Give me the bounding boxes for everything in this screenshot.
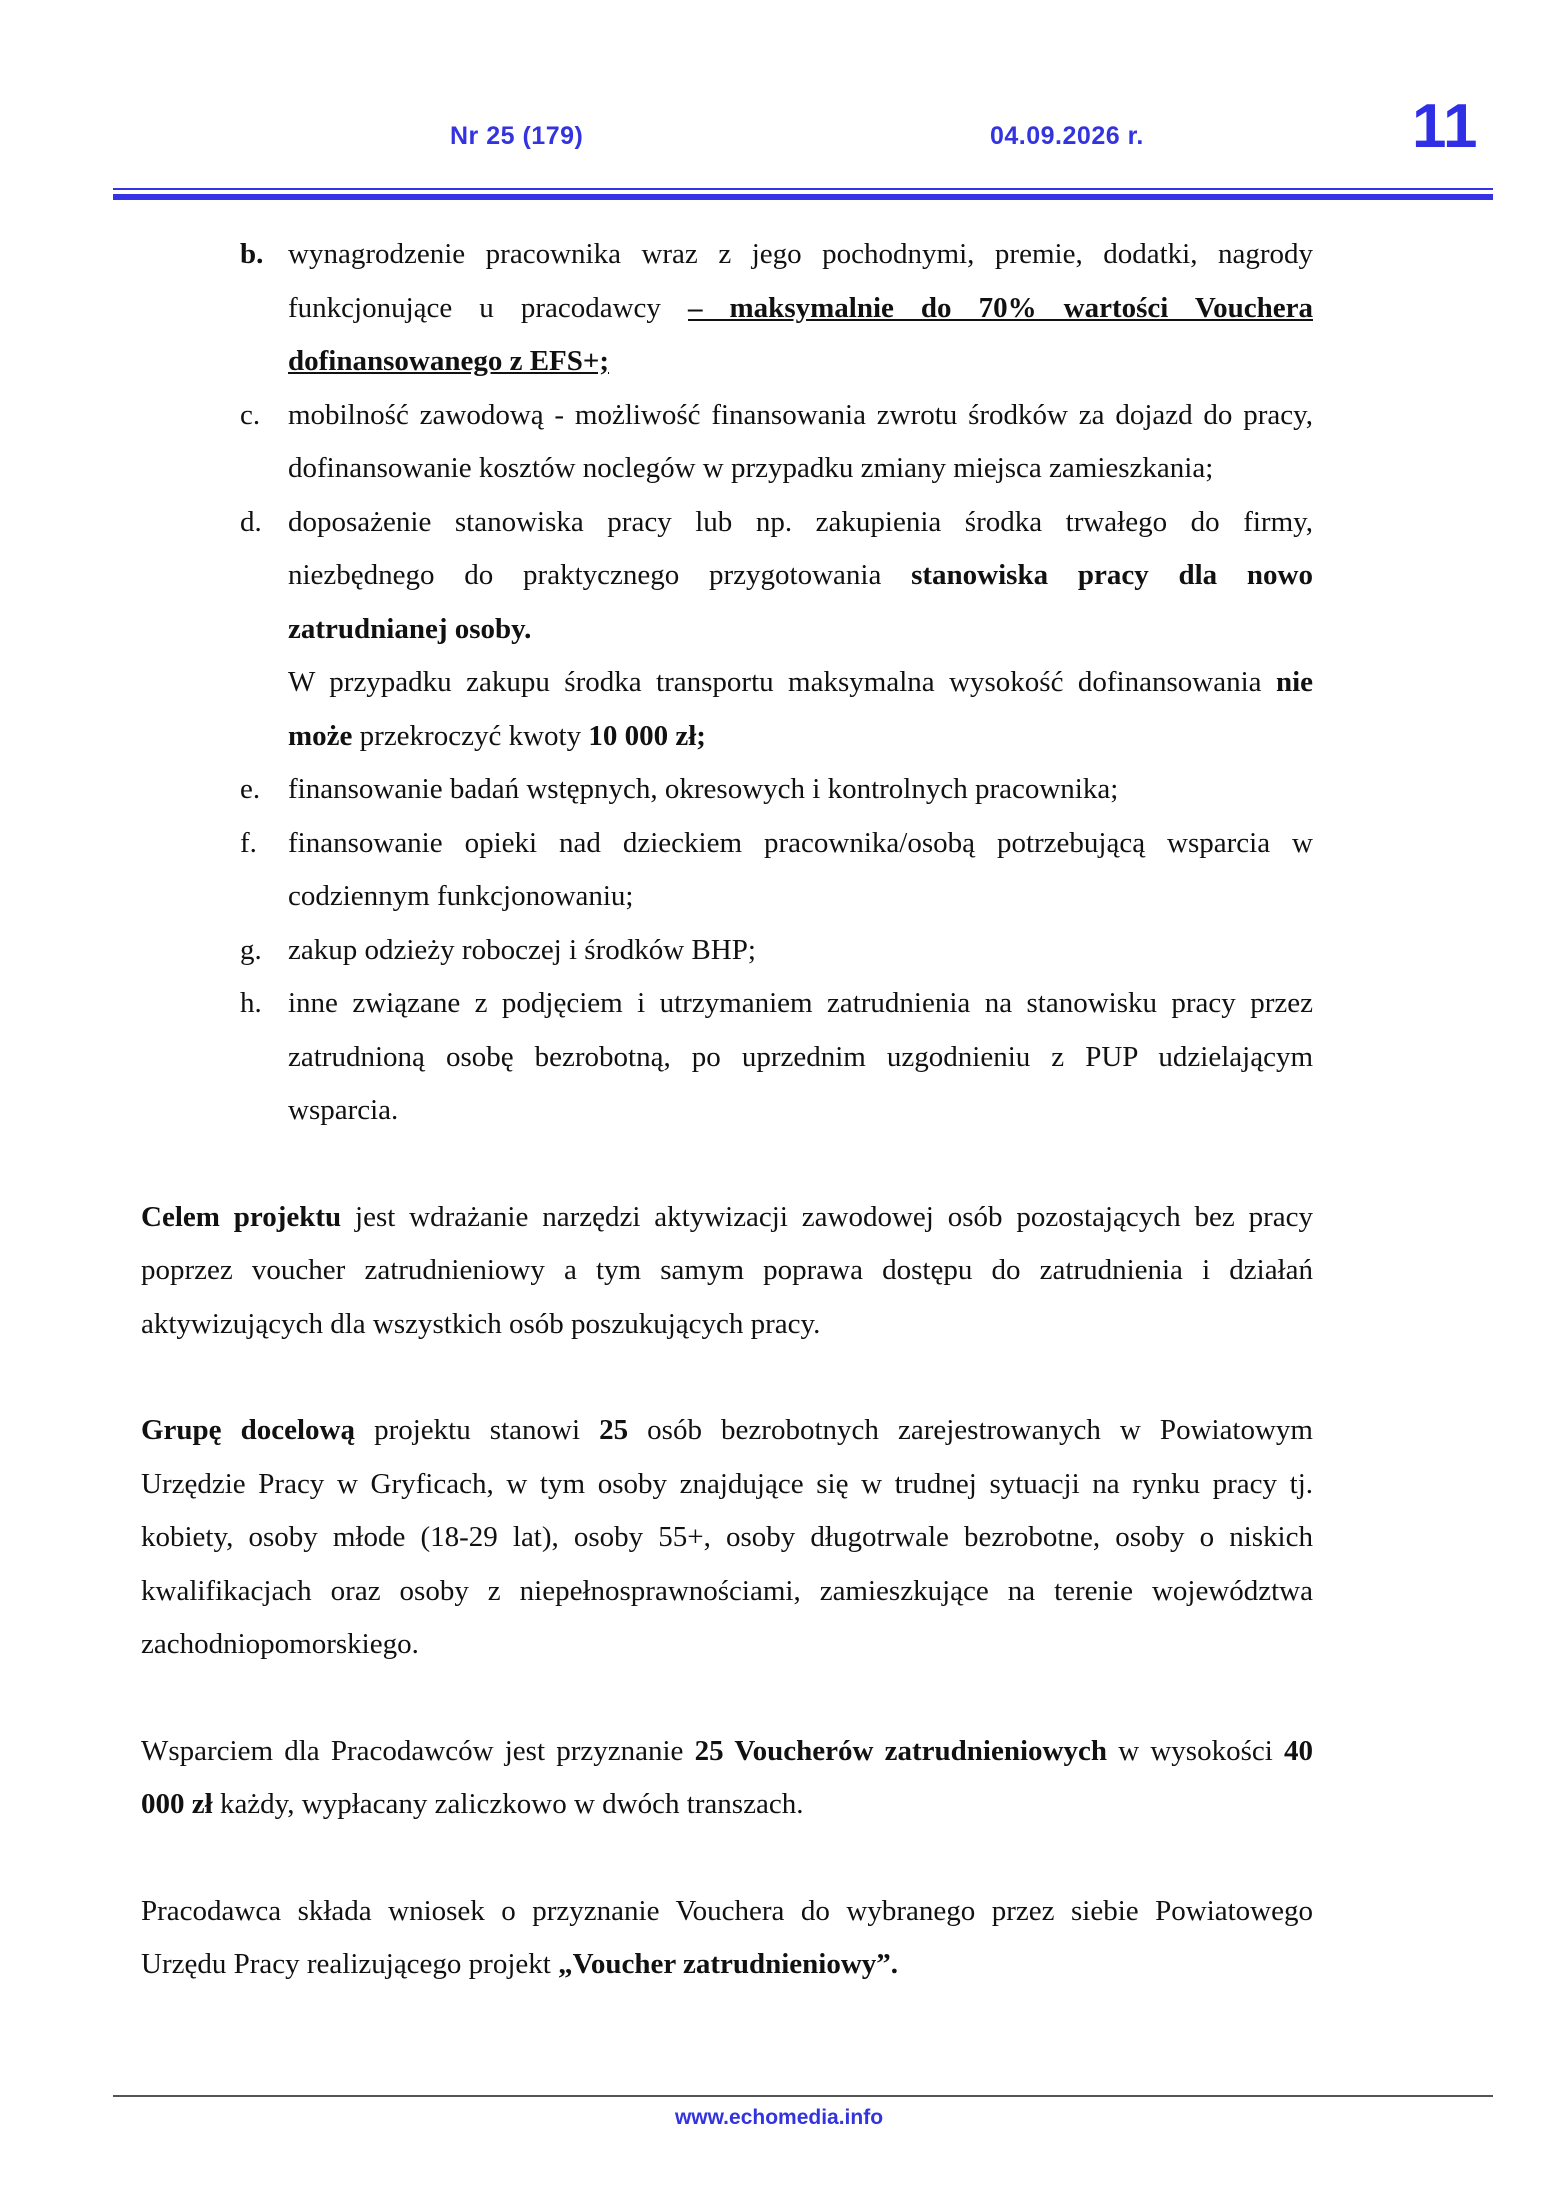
text-run: stanowiska pracy dla nowo zatrudnianej osoby. xyxy=(288,559,1313,645)
text-run: jest wdrażanie narzędzi aktywizacji zawodowej osób pozostających bez pracy poprzez voucher zatrudnieniowy a tym samym poprawa dostępu do zatrudnienia i działań aktywizujących dla wszystkich osób poszukujących pracy. xyxy=(141,1200,1313,1340)
text-run: projektu stanowi xyxy=(355,1414,600,1446)
list-item-text xyxy=(288,763,1313,817)
text-run: Pracodawca składa wniosek o przyznanie Vouchera do wybranego przez siebie Powiatowego Urzędu Pracy realizującego projekt xyxy=(141,1894,1313,1980)
list-marker: g. xyxy=(240,933,262,966)
text-run: Wsparciem dla Pracodawców jest przyznanie xyxy=(141,1734,695,1767)
body-paragraph xyxy=(141,1404,1313,1672)
list-marker: d. xyxy=(240,505,262,538)
list-marker: f. xyxy=(240,826,257,859)
text-run: finansowanie opieki nad dzieckiem pracownika/osobą potrzebującą wsparcia w codziennym funkcjonowaniu; xyxy=(288,826,1313,912)
body-paragraph xyxy=(141,1725,1313,1832)
list-item xyxy=(141,496,1313,764)
text-run: inne związane z podjęciem i utrzymaniem zatrudnienia na stanowisku pracy przez zatrudnioną osobę bezrobotną, po uprzednim uzgodnieniu z PUP udzielającym wsparcia. xyxy=(288,987,1313,1126)
list-item xyxy=(141,924,1313,978)
list-item-text xyxy=(288,496,1313,657)
text-run: Celem projektu xyxy=(141,1200,342,1233)
text-run: mobilność zawodową - możliwość finansowania zwrotu środków za dojazd do pracy, dofinansowanie kosztów noclegów w przypadku zmiany miejsca zamieszkania; xyxy=(288,398,1313,484)
text-run: 40 000 zł xyxy=(141,1734,1314,1820)
header-divider-thin xyxy=(113,188,1493,190)
list-item-text xyxy=(288,977,1313,1138)
list-item-text xyxy=(288,817,1313,924)
issue-number: Nr 25 (179) xyxy=(450,122,584,150)
list-item-note xyxy=(288,656,1313,763)
page-header xyxy=(0,0,1558,200)
footer-divider xyxy=(113,2095,1493,2097)
text-run: w wysokości xyxy=(1107,1734,1285,1767)
list-marker: e. xyxy=(240,773,261,805)
body-paragraph xyxy=(141,1885,1313,1992)
text-run: doposażenie stanowiska pracy lub np. zakupienia środka trwałego do firmy, niezbędnego do praktycznego przygotowania xyxy=(288,505,1313,591)
list-item-text xyxy=(288,389,1313,496)
body-paragraph xyxy=(141,1191,1313,1352)
text-run: każdy, wypłacany zaliczkowo w dwóch transzach. xyxy=(212,1788,804,1820)
text-run: nie może xyxy=(288,666,1313,752)
text-run: przekroczyć kwoty xyxy=(352,719,589,752)
list-marker: b. xyxy=(240,238,264,270)
text-run: 10 000 zł; xyxy=(588,719,706,752)
text-run: 25 Voucherów zatrudnieniowych xyxy=(694,1734,1107,1767)
list-item xyxy=(141,389,1313,496)
text-run: Grupę docelową xyxy=(141,1414,356,1446)
paragraphs xyxy=(141,1191,1313,1992)
list-item xyxy=(141,977,1313,1138)
document-body xyxy=(141,228,1313,1992)
issue-date: 04.09.2026 r. xyxy=(990,122,1144,150)
list-item xyxy=(141,817,1313,924)
text-run: finansowanie badań wstępnych, okresowych i kontrolnych pracownika; xyxy=(288,773,1119,805)
page-number: 11 xyxy=(1412,92,1478,161)
text-run: „Voucher zatrudnieniowy”. xyxy=(558,1948,899,1980)
text-run: zakup odzieży roboczej i środków BHP; xyxy=(288,933,756,966)
text-run: W przypadku zakupu środka transportu maksymalna wysokość dofinansowania xyxy=(288,666,1276,698)
footer-website-link[interactable]: www.echomedia.info xyxy=(674,2106,884,2129)
list-item xyxy=(141,763,1313,817)
list-item-text xyxy=(288,924,1313,978)
text-run: wynagrodzenie pracownika wraz z jego pochodnymi, premie, dodatki, nagrody funkcjonujące u pracodawcy xyxy=(288,238,1313,324)
text-run: 25 xyxy=(599,1414,629,1446)
support-items-list xyxy=(141,228,1313,1138)
text-run: osób bezrobotnych zarejestrowanych w Powiatowym Urzędzie Pracy w Gryficach, w tym osoby znajdujące się w trudnej sytuacji na rynku pracy tj. kobiety, osoby młode (18-29 lat), osoby 55+, osoby długotrwale bezrobotne, osoby o niskich kwalifikacjach oraz osoby z niepełnosprawnościami, zamieszkujące na terenie województwa zachodniopomorskiego. xyxy=(141,1414,1313,1660)
list-item xyxy=(141,228,1313,389)
text-run: – maksymalnie do 70% wartości Vouchera dofinansowanego z EFS+; xyxy=(288,291,1313,377)
list-item-text xyxy=(288,228,1313,389)
list-marker: h. xyxy=(240,987,262,1019)
header-divider-thick xyxy=(113,194,1493,200)
list-marker: c. xyxy=(240,398,261,431)
